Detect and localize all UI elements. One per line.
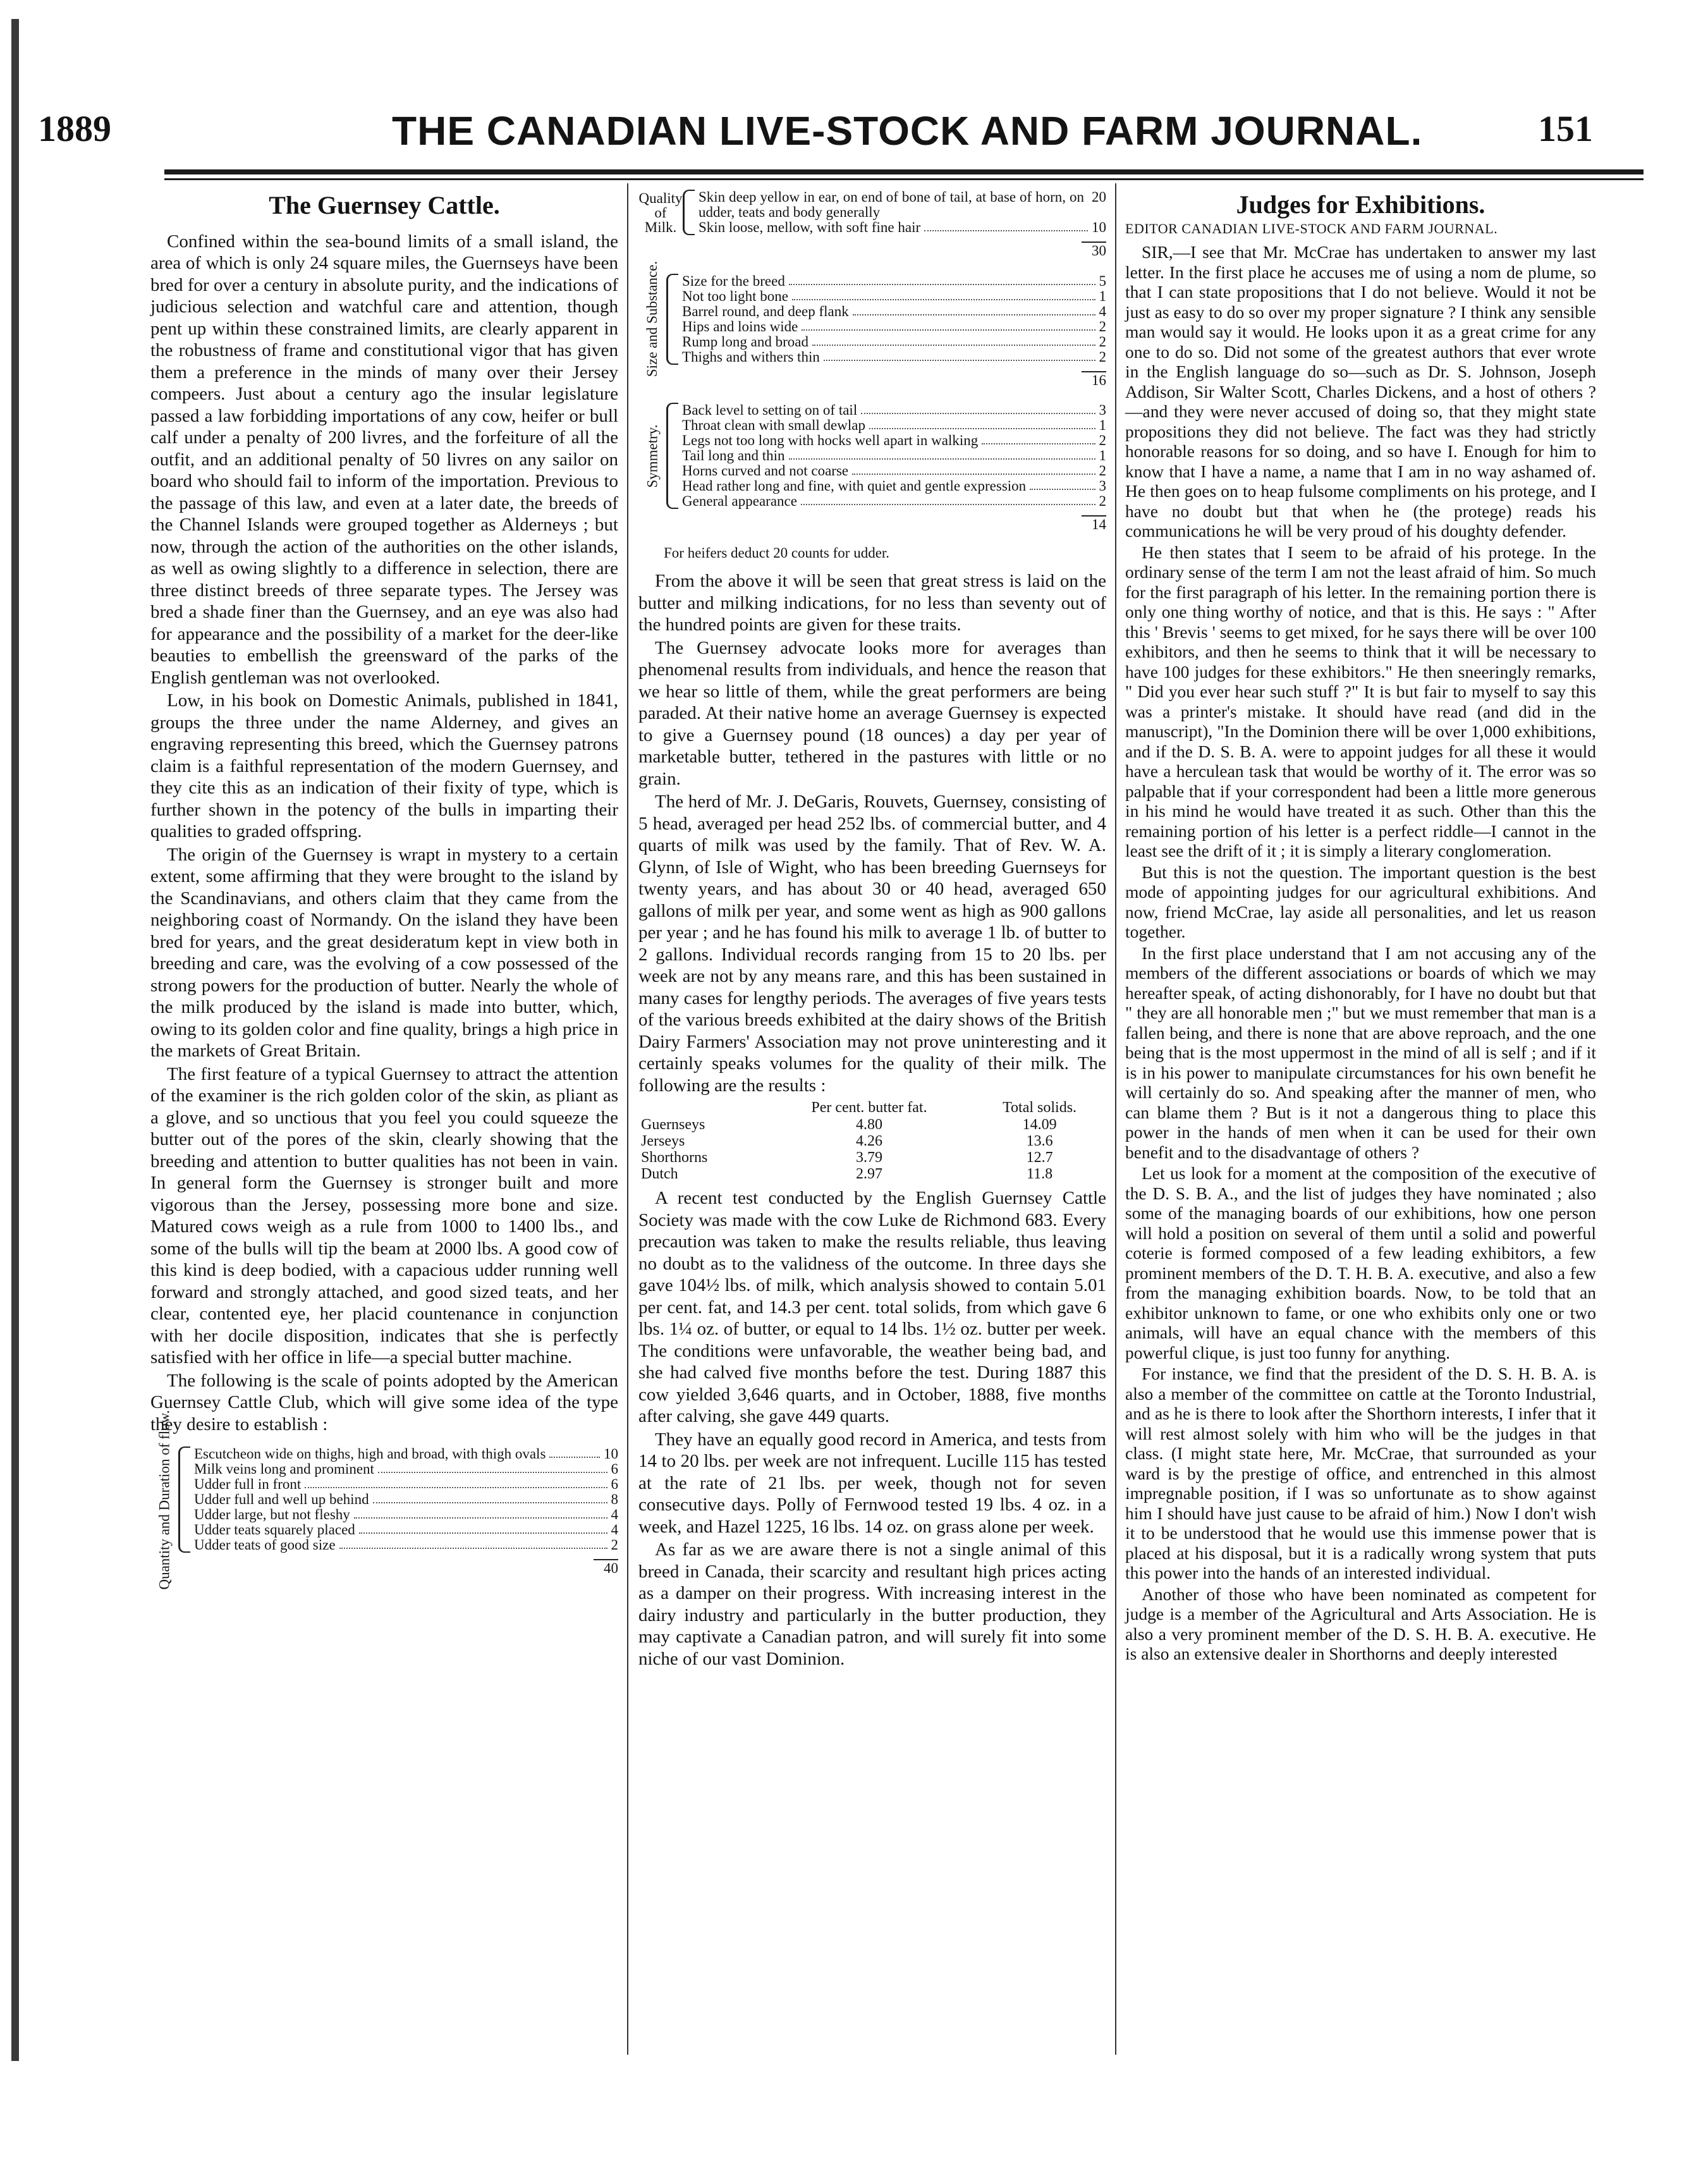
scale-quality-of-milk — [638, 190, 1106, 235]
scale-label: Symmetry. — [644, 424, 661, 488]
page-edge-shadow — [11, 19, 19, 2061]
scale-size-substance — [638, 260, 1106, 377]
scale-total: 16 — [638, 370, 1106, 392]
page-header — [38, 95, 1593, 164]
paragraph: The origin of the Guernsey is wrapt in mystery to a certain extent, some affirming that they were brought to the island by the Scandinavians, and others claim that they came from the neighboring coast of Normandy. On the island they have been bred for years, and the great desideratum kept in view both in breeding and care, was the evolving of a cow possessed of the strong powers for the production of butter. Nearly the whole of the milk produced by the island is made into butter, which, owing to its golden color and fine quality, brings a high price in the markets of Great Britain. — [150, 844, 618, 1061]
page-number: 151 — [1538, 108, 1593, 149]
scale-item: Skin loose, mellow, with soft fine hair 10 — [698, 219, 1106, 235]
scale-item: Throat clean with small dewlap 1 — [682, 417, 1106, 433]
paragraph: They have an equally good record in America, and tests from 14 to 20 lbs. per week are not infrequent. Lucille 115 has tested at the rate of 21 lbs. per week, though not for seven consecutive days. Polly of Fernwood tested 19 lbs. 4 oz. in a week, and Hazel 1225, 16 lbs. 14 oz. on grass alone per week. — [638, 1429, 1106, 1537]
table-row: Jerseys 4.26 13.6 — [641, 1133, 1053, 1149]
header-year: 1889 — [38, 108, 111, 149]
header-title: THE CANADIAN LIVE-STOCK AND FARM JOURNAL. — [392, 108, 1423, 154]
table-row: Shorthorns 3.79 12.7 — [641, 1149, 1053, 1166]
column-divider — [627, 183, 628, 2055]
header-rule-thick — [164, 169, 1644, 174]
paragraph: A recent test conducted by the English Guernsey Cattle Society was made with the cow Luke de Richmond 683. Every precaution was taken to make the results reliable, thus leaving no doubt as to the validness of the outcome. In three days she gave 104½ lbs. of milk, which analysis showed to contain 5.01 per cent. fat, and 14.3 per cent. total solids, from which gave 6 lbs. 1¼ oz. of butter, or equal to 14 lbs. 1½ oz. butter per week. The conditions were unfavorable, the weather being bad, and she had calved five months before the test. During 1887 this cow yielded 3,646 quarts, and in October, 1888, five months after calving, she gave 449 quarts. — [638, 1188, 1106, 1426]
brace — [666, 274, 678, 365]
scale-item: Back level to setting on of tail 3 — [682, 402, 1106, 418]
paragraph: Confined within the sea-bound limits of a small island, the area of which is only 24 square miles, the Guernseys have been bred for over a century in absolute purity, and the indications of judicious selection and watchful care and attention, though pent up within these constrained limits, are clearly apparent in the robustness of frame and constitutional vigor that has given them a preference in the minds of many over their Jersey compeers. Just about a century ago the insular legislature passed a law forbidding importations of any cow, heifer or bull calf under a penalty of 200 livres, and the forfeiture of all the outfit, and an additional penalty of 50 livres on any sailor on board who should fail to inform of the importation. Previous to the passage of this law, and even at a later date, the breeds of the Channel Islands were grouped together as Alderneys ; but now, through the action of the authorities on the other islands, as well as owing slightly to a difference in selection, there are three distinct breeds of three separate types. The Jersey was bred a shade finer than the Guernsey, and an eye was also had for appearance and the possibility of a market for the deer-like beauties to embellish the greensward of the parks of the English gentleman was not overlooked. — [150, 231, 618, 688]
paragraph: The first feature of a typical Guernsey to attract the attention of the examiner is the rich golden color of the skin, as pliant as a glove, and so unctious that you feel you could squeeze the butter out of the pores of the skin, clearly showing that the breeding and attention to butter qualities has not been in vain. In general form the Guernsey is stronger built and more vigorous than the Jersey, possessing more bone and size. Matured cows weigh as a rule from 1000 to 1400 lbs., and some of the bulls will tip the beam at 2000 lbs. A good cow of this kind is deep bodied, with a capacious udder running well forward and strongly attached, and good sized teats, and her clear, contented eye, her placid countenance in conjunction with her docile disposition, indicates that she is perfectly satisfied with her office in life—a special butter machine. — [150, 1063, 618, 1367]
paragraph: For instance, we find that the president of the D. S. H. B. A. is also a member of the committee on cattle at the Toronto Industrial, and as he is there to look after the Shorthorn interests, I infer that it will rest almost solely with him who will be the judges in that class. (I might state here, Mr. McCrae, that surrounded as your ward is by the prestige of office, and entrenched in this almost impregnable position, if I was so unfortunate as to show against him I should have just cause to be afraid of him.) Now I don't wish it to be understood that he would use this immense power that is placed at his disposal, but it is a radically wrong system that puts this power into the hands of an interested individual. — [1125, 1364, 1596, 1582]
brace — [683, 190, 695, 235]
paragraph: SIR,—I see that Mr. McCrae has undertaken to answer my last letter. In the first place he accuses me of using a nom de plume, so that I can state propositions that I do not believe. Would it not be just as easy to do so over my proper signature ? I think any sensible man would say it would. He looks upon it as a great crime for any one to do so. Did not some of the greatest authors that ever wrote in the English language do so—such as Dr. S. Johnson, Joseph Addison, Sir Walter Scott, Charles Dickens, and a host of others ?—and they were never accused of doing so, that they might state propositions they did not believe. The fact was they had strictly honorable reasons for so doing, and so have I. Enough for him to know that I have a name, a name that I am in no way ashamed of. He then goes on to heap fulsome compliments on his protege, and I have no doubt but that when he (the protege) reads his communications he will be very proud of his doughty defender. — [1125, 242, 1596, 541]
scale-label: Quantity and Duration of flow. — [156, 1409, 173, 1590]
scale-item: Thighs and withers thin 2 — [682, 348, 1106, 365]
scale-symmetry — [638, 403, 1106, 509]
column-3 — [1125, 190, 1596, 1664]
article-title: Judges for Exhibitions. — [1236, 190, 1485, 219]
paragraph: From the above it will be seen that great stress is laid on the butter and milking indications, for no less than seventy out of the hundred points are given for these traits. — [638, 571, 1106, 635]
scale-item: Escutcheon wide on thighs, high and broad, with thigh ovals 10 — [194, 1446, 618, 1462]
paragraph: Another of those who have been nominated as competent for judge is a member of the Agricultural and Arts Association. He is also a very prominent member of the D. S. H. B. A. executive. He is also an extensive dealer in Shorthorns and deeply interested — [1125, 1584, 1596, 1663]
scale-item: Not too light bone 1 — [682, 288, 1106, 304]
footnote: For heifers deduct 20 counts for udder. — [664, 544, 890, 561]
scale-item: Head rather long and fine, with quiet and gentle expression 3 — [682, 478, 1106, 494]
paragraph: Let us look for a moment at the composition of the executive of the D. S. B. A., and the list of judges they have nominated ; also some of the managing boards of our exhibitions, how one person will hold a position on several of them until a solid and powerful coterie is formed composed of a few leading exhibitors, a few prominent members of the D. T. H. B. A. executive, and also a few from the managing exhibition boards. Now, to be told that an exhibitor unknown to fame, or one who exhibits only one or two animals, will have an equal chance with the members of this powerful clique, is just too funny for anything. — [1125, 1163, 1596, 1362]
scale-item: Udder full and well up behind 8 — [194, 1491, 618, 1507]
paragraph: In the first place understand that I am not accusing any of the members of the different associations or boards of which we may hereafter speak, of acting dishonorably, for I have no doubt but that " they are all honorable men ;" but we must remember that man is a fallen being, and there is none that are above reproach, and the one being that is the most uppermost in the mind of all is self ; and if it is in his power to manipulate circumstances for his own benefit he will certainly do so. And speaking after the manner of men, who can blame them ? But is it not a dangerous thing to place this power in the hands of men when it can be used for their own benefit and to the disadvantage of others ? — [1125, 943, 1596, 1162]
scale-item: Udder large, but not fleshy 4 — [194, 1507, 618, 1522]
table-row: Guernseys 4.80 14.09 — [641, 1116, 1057, 1133]
column-1 — [150, 190, 618, 1590]
scale-items — [194, 1446, 618, 1553]
scale-item: Barrel round, and deep flank 4 — [682, 303, 1106, 319]
scale-item: Tail long and thin 1 — [682, 448, 1106, 463]
paragraph: The following is the scale of points adopted by the American Guernsey Cattle Club, which will give some idea of the type they desire to establish : — [150, 1370, 618, 1434]
scale-item: Horns curved and not coarse 2 — [682, 463, 1106, 479]
scale-item: Milk veins long and prominent 6 — [194, 1461, 618, 1477]
paragraph: He then states that I seem to be afraid of his protege. In the ordinary sense of the term I am not the least afraid of him. So much for the first paragraph of his letter. In the remaining portion there is only one thing worthy of notice, and that is this. He says : " After this ' Brevis ' seems to get mixed, for he says there will be over 100 exhibitors, and then he seems to think that it will be necessary to have 100 judges for these exhibitors." He then sneeringly remarks, " Did you ever hear such stuff ?" It is but fair to myself to say this was a printer's mistake. It should have read (and did in the manuscript), "In the Dominion there will be over 1,000 exhibitions, and if the D. S. B. A. were to appoint judges for all these it would have a herculean task that would be worthy of it. The error was so palpable that if your correspondent had been a little more generous in his mind he would have treated it as such. Other than this the remaining portion of his letter is a perfect riddle—I cannot in the least see the drift of it ; it is simply a literary conglomeration. — [1125, 542, 1596, 860]
letter-salutation: EDITOR CANADIAN LIVE-STOCK AND FARM JOURNAL. — [1125, 220, 1498, 236]
header-rule-thin — [164, 178, 1644, 180]
paragraph: Low, in his book on Domestic Animals, published in 1841, groups the three under the name Alderney, and gives an engraving representing this breed, which the Guernsey patrons claim is a faithful representation of the modern Guernsey, and they cite this as an indication of their fixity of type, which is further shown in the potency of the bulls in imparting their qualities to graded offspring. — [150, 690, 618, 841]
scale-item: Size for the breed 5 — [682, 272, 1106, 289]
scale-item: Udder teats of good size 2 — [194, 1537, 618, 1553]
table-header-row: Per cent. butter fat. Total solids. — [811, 1099, 1077, 1116]
article-title: The Guernsey Cattle. — [269, 191, 500, 219]
paragraph: The Guernsey advocate looks more for averages than phenomenal results from individuals, and hence the reason that we hear so little of them, while the great performers are being paraded. At their native home an average Guernsey is expected to give a Guernsey pound (18 ounces) a day per year of marketable butter, tethered in the pastures with little or no grain. — [638, 637, 1106, 789]
scale-total: 14 — [638, 514, 1106, 536]
brace — [178, 1446, 190, 1553]
scale-total: 30 — [638, 240, 1106, 262]
scale-label: Quality of Milk. — [638, 190, 683, 235]
brace — [666, 403, 678, 509]
scale-label: Size and Substance. — [644, 260, 661, 377]
scale-item: Rump long and broad 2 — [682, 333, 1106, 350]
scale-item: Hips and loins wide 2 — [682, 318, 1106, 334]
paragraph: But this is not the question. The important question is the best mode of appointing judges for our agricultural exhibitions. And now, friend McCrae, lay aside all personalities, and let us reason together. — [1125, 862, 1596, 941]
paragraph: The herd of Mr. J. DeGaris, Rouvets, Guernsey, consisting of 5 head, averaged per head 252 lbs. of commercial butter, and 4 quarts of milk was used by the family. That of Rev. W. A. Glynn, of Isle of Wight, who has been breeding Guernseys for twenty years, and has about 30 or 40 head, averaged 650 gallons of milk per year, and some went as high as 900 gallons per year ; and he has found his milk to average 1 lb. of butter to 2 gallons. Individual records ranging from 15 to 20 lbs. per week are not by any means rare, and this has been sustained in many cases for lengthy periods. The averages of five years tests of the various breeds exhibited at the dairy shows of the British Dairy Farmers' Association may not prove uninteresting and it certainly speaks volumes for the quality of their milk. The following are the results : — [638, 792, 1106, 1096]
scale-item: Legs not too long with hocks well apart in walking 2 — [682, 432, 1106, 448]
table-row: Dutch 2.97 11.8 — [641, 1166, 1053, 1182]
column-divider — [1115, 183, 1116, 2055]
scale-total: 40 — [150, 1558, 618, 1580]
breed-results-table — [638, 1099, 1106, 1182]
column-2 — [638, 190, 1106, 1670]
paragraph: As far as we are aware there is not a single animal of this breed in Canada, their scarcity and resultant high prices acting as a damper on their progress. With increasing interest in the dairy industry and particularly in the butter production, they may captivate a Canadian patron, and will surely fit into some niche of our vast Dominion. — [638, 1539, 1106, 1669]
scale-item: Skin deep yellow in ear, on end of bone of tail, at base of horn, on udder, teats and body generally 20 — [698, 189, 1106, 220]
scale-item: Udder full in front 6 — [194, 1476, 618, 1492]
scale-item: Udder teats squarely placed 4 — [194, 1522, 618, 1538]
scale-item: General appearance 2 — [682, 493, 1106, 509]
